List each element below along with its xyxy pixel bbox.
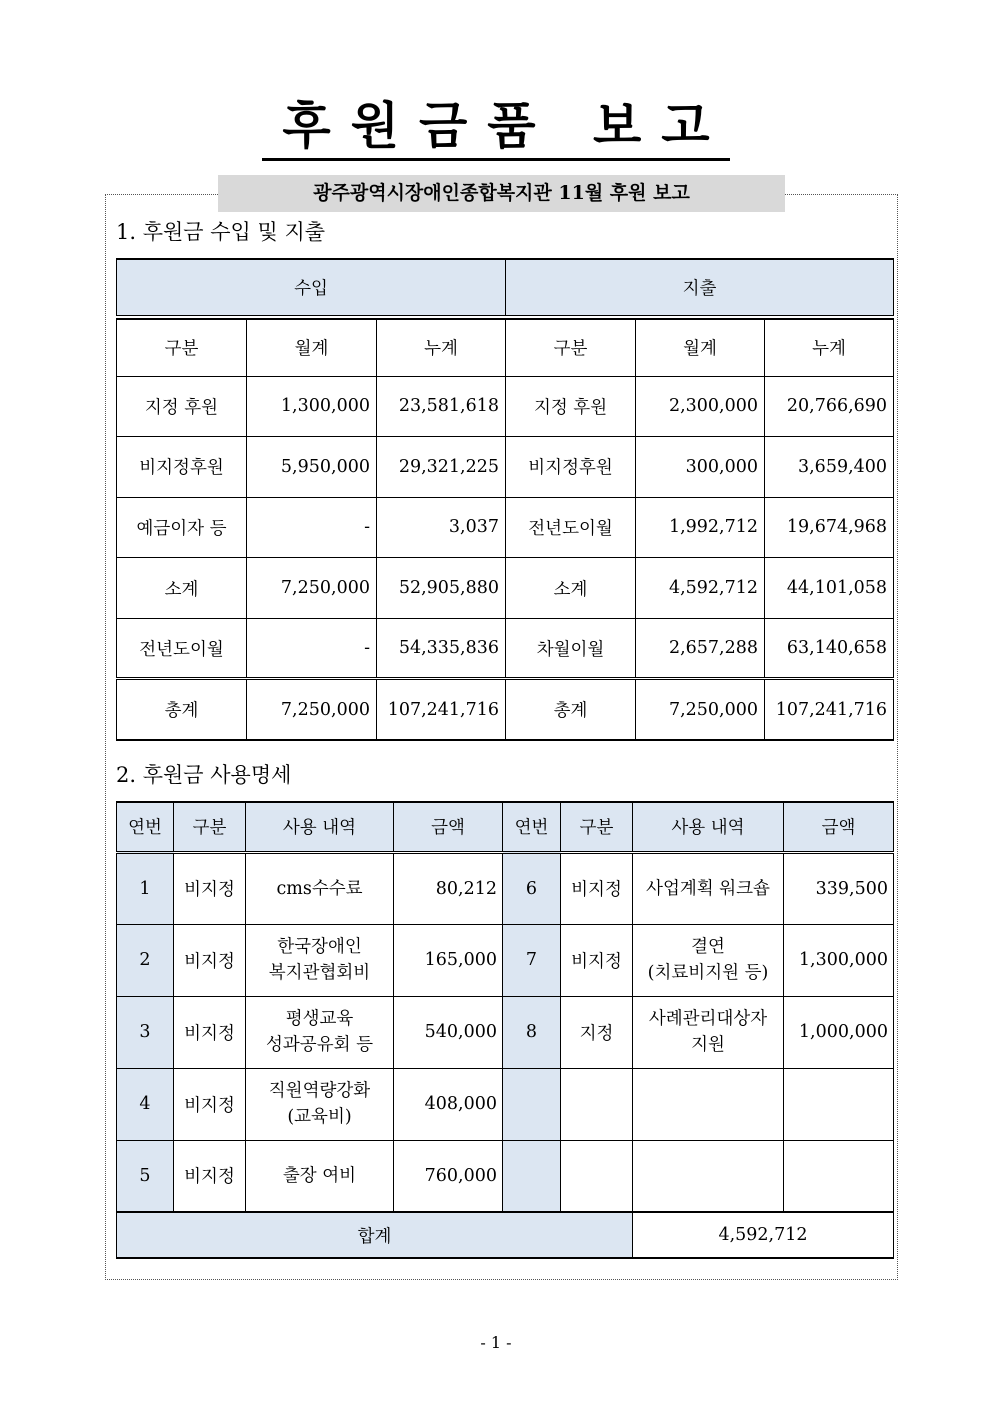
table-cell [561, 1068, 633, 1140]
column-header: 구분 [561, 802, 633, 852]
table-cell: 7,250,000 [247, 679, 377, 740]
row-number: 3 [117, 996, 174, 1068]
row-number: 5 [117, 1140, 174, 1212]
income-header: 수입 [117, 259, 506, 315]
table-row [117, 996, 894, 1068]
table-cell: 지정 후원 [117, 376, 247, 437]
desc-line: 지원 [691, 1035, 725, 1055]
table-cell: 1,300,000 [247, 376, 377, 437]
sum-row [117, 1212, 894, 1258]
page-number: - 1 - [480, 1333, 512, 1352]
table-cell: 63,140,658 [765, 618, 894, 679]
table-cell: 비지정 [174, 1068, 246, 1140]
desc-line: (치료비지원 등) [647, 963, 769, 983]
row-number: 4 [117, 1068, 174, 1140]
table-cell: 165,000 [394, 924, 503, 996]
row-number: 7 [503, 924, 561, 996]
desc-line: (교육비) [287, 1107, 352, 1127]
table-cell: - [247, 618, 377, 679]
table-cell: 지정 [561, 996, 633, 1068]
table-cell [246, 996, 394, 1068]
table-cell: 총계 [117, 679, 247, 740]
table-cell: 7,250,000 [636, 679, 765, 740]
column-header: 금액 [784, 802, 894, 852]
table-header-row [117, 259, 894, 315]
table-cell: 540,000 [394, 996, 503, 1068]
column-header: 연번 [117, 802, 174, 852]
table-cell: 지정 후원 [506, 376, 636, 437]
table-cell [633, 1140, 784, 1212]
table-cell: 44,101,058 [765, 558, 894, 619]
table-cell: 7,250,000 [247, 558, 377, 619]
table-cell [633, 996, 784, 1068]
table-row [117, 852, 894, 924]
table-cell [246, 852, 394, 924]
table-cell: 비지정 [561, 852, 633, 924]
table-cell: 비지정후원 [117, 437, 247, 498]
column-header: 연번 [503, 802, 561, 852]
table-cell: 비지정 [174, 996, 246, 1068]
table-row [117, 558, 894, 619]
column-header: 사용 내역 [633, 802, 784, 852]
table-cell [246, 924, 394, 996]
row-number: 8 [503, 996, 561, 1068]
table-cell [246, 1140, 394, 1212]
column-header: 구분 [174, 802, 246, 852]
column-header: 누계 [377, 319, 506, 376]
row-number: 6 [503, 852, 561, 924]
table-row [117, 1068, 894, 1140]
desc-line: 사업계획 워크숍 [646, 878, 770, 899]
desc-line: 평생교육 [285, 1009, 354, 1029]
table-cell: 54,335,836 [377, 618, 506, 679]
table-cell [633, 924, 784, 996]
table-cell: 비지정 [174, 1140, 246, 1212]
column-header: 사용 내역 [246, 802, 394, 852]
table-cell: 1,300,000 [784, 924, 894, 996]
table-cell: 29,321,225 [377, 437, 506, 498]
row-number: 1 [117, 852, 174, 924]
row-number: 2 [117, 924, 174, 996]
table-cell: 전년도이월 [506, 497, 636, 558]
table-cell: 총계 [506, 679, 636, 740]
sum-label: 합계 [117, 1212, 633, 1258]
table-cell: 전년도이월 [117, 618, 247, 679]
table-cell [633, 1068, 784, 1140]
page-title [0, 96, 992, 161]
table-cell: 20,766,690 [765, 376, 894, 437]
table-cell: 비지정후원 [506, 437, 636, 498]
table-cell: 소계 [117, 558, 247, 619]
table-cell: 2,300,000 [636, 376, 765, 437]
desc-line: 결연 [691, 937, 725, 957]
column-header: 월계 [247, 319, 377, 376]
table-row [117, 618, 894, 679]
section2-heading: 2. 후원금 사용명세 [116, 763, 292, 787]
table-row [117, 437, 894, 498]
table-cell: 1,000,000 [784, 996, 894, 1068]
table-row [117, 376, 894, 437]
desc-line: 복지관협회비 [268, 963, 371, 983]
page-title-text: 후원금품 보고 [262, 96, 729, 161]
income-expense-table [116, 258, 894, 741]
table-cell [633, 852, 784, 924]
table-cell: 19,674,968 [765, 497, 894, 558]
desc-line: 성과공유회 등 [266, 1035, 373, 1055]
column-header: 구분 [117, 319, 247, 376]
desc-line: 한국장애인 [277, 937, 362, 957]
table-header-row [117, 802, 894, 852]
table-cell: 비지정 [174, 852, 246, 924]
table-cell: 107,241,716 [377, 679, 506, 740]
table-cell: 23,581,618 [377, 376, 506, 437]
table-cell: 비지정 [561, 924, 633, 996]
desc-line: 출장 여비 [282, 1165, 357, 1186]
column-header: 누계 [765, 319, 894, 376]
column-header: 구분 [506, 319, 636, 376]
table-row [117, 1140, 894, 1212]
row-number [503, 1140, 561, 1212]
column-header: 금액 [394, 802, 503, 852]
table-cell: 3,659,400 [765, 437, 894, 498]
desc-line: 직원역량강화 [268, 1081, 371, 1101]
table-cell: 107,241,716 [765, 679, 894, 740]
table-cell: 300,000 [636, 437, 765, 498]
desc-line: 사례관리대상자 [648, 1009, 768, 1029]
table-cell [784, 1068, 894, 1140]
table-cell: 760,000 [394, 1140, 503, 1212]
table-cell: 4,592,712 [636, 558, 765, 619]
usage-detail-table [116, 801, 894, 1259]
column-header-row [117, 319, 894, 376]
total-row [117, 679, 894, 740]
table-cell: 소계 [506, 558, 636, 619]
table-cell: 80,212 [394, 852, 503, 924]
desc-line: cms수수료 [276, 878, 363, 899]
row-number [503, 1068, 561, 1140]
table-cell [784, 1140, 894, 1212]
table-cell: 339,500 [784, 852, 894, 924]
table-cell: 1,992,712 [636, 497, 765, 558]
table-cell: 408,000 [394, 1068, 503, 1140]
table-cell [561, 1140, 633, 1212]
table-cell: 52,905,880 [377, 558, 506, 619]
table-cell [246, 1068, 394, 1140]
section1-heading: 1. 후원금 수입 및 지출 [116, 220, 326, 244]
table-cell: 5,950,000 [247, 437, 377, 498]
table-cell: 비지정 [174, 924, 246, 996]
column-header: 월계 [636, 319, 765, 376]
table-cell: 예금이자 등 [117, 497, 247, 558]
table-row [117, 924, 894, 996]
sum-value: 4,592,712 [633, 1212, 894, 1258]
table-cell: 3,037 [377, 497, 506, 558]
table-cell: 2,657,288 [636, 618, 765, 679]
table-cell: - [247, 497, 377, 558]
expense-header: 지출 [506, 259, 894, 315]
table-row [117, 497, 894, 558]
table-cell: 차월이월 [506, 618, 636, 679]
report-subtitle: 광주광역시장애인종합복지관 11월 후원 보고 [218, 175, 785, 212]
